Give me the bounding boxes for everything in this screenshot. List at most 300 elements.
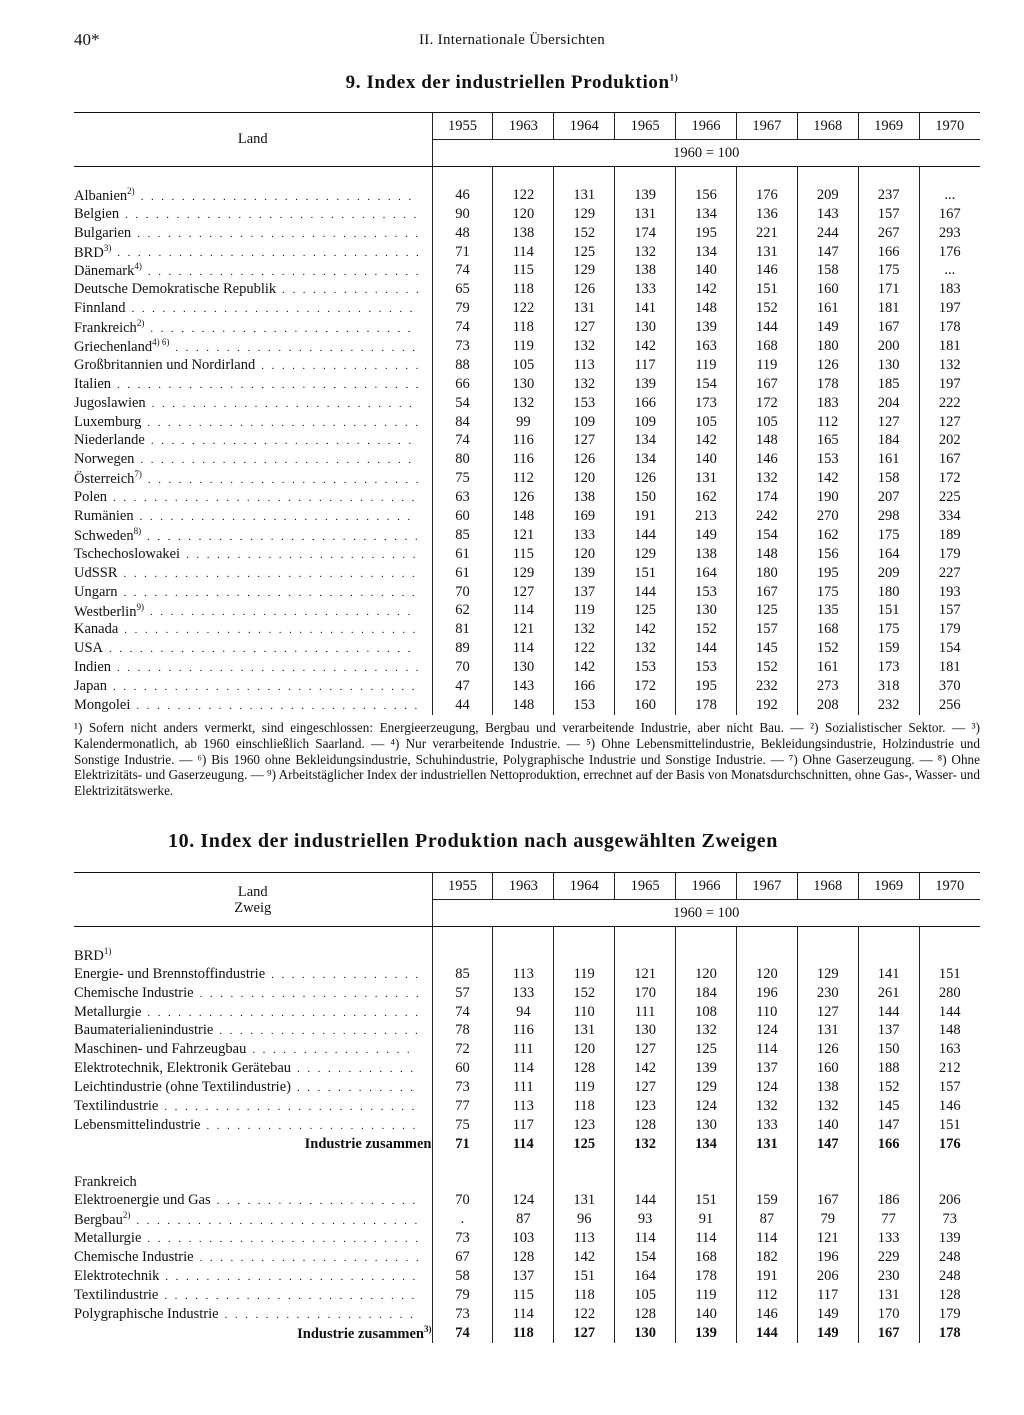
table10-land-header: Land <box>237 883 268 900</box>
leader-dots <box>206 1120 417 1132</box>
value-cell: 176 <box>938 243 961 260</box>
value-cell: 128 <box>615 1305 676 1324</box>
value-cell: 149 <box>797 1324 858 1343</box>
row-label <box>74 659 111 676</box>
value-cell: 153 <box>615 658 676 677</box>
value-cell: 133 <box>615 280 676 299</box>
value-cell: 138 <box>797 1078 858 1097</box>
value-cell: 222 <box>938 394 961 411</box>
value-cell: 167 <box>797 1191 858 1210</box>
row-label <box>74 1174 137 1191</box>
value-cell: 81 <box>432 620 493 639</box>
value-cell: 158 <box>797 261 858 280</box>
value-cell: 143 <box>493 677 554 696</box>
value-cell: 130 <box>493 375 554 394</box>
total-label-cell <box>74 1135 432 1154</box>
value-cell: 117 <box>797 1286 858 1305</box>
row-label-text: Albanien <box>74 187 128 204</box>
table-row <box>74 450 980 469</box>
value-cell: 196 <box>736 984 797 1003</box>
value-cell: 164 <box>676 564 737 583</box>
table-row <box>74 601 980 620</box>
value-cell: 144 <box>615 583 676 602</box>
value-cell: 127 <box>554 318 615 337</box>
value-cell: 109 <box>615 413 676 432</box>
value-cell: 118 <box>554 1097 615 1116</box>
table10-land-zweig-header <box>74 873 432 927</box>
row-label <box>74 414 141 431</box>
row-label-text: Metallurgie <box>74 1230 142 1247</box>
row-label-text: Leichtindustrie (ohne Textilindustrie) <box>74 1079 291 1096</box>
value-cell: 132 <box>554 620 615 639</box>
value-cell: 122 <box>554 1305 615 1324</box>
value-cell: 134 <box>615 431 676 450</box>
value-cell: 183 <box>797 394 858 413</box>
value-cell: 163 <box>676 337 737 356</box>
row-label-text: Belgien <box>74 205 120 222</box>
row-label <box>74 621 118 638</box>
value-cell: 151 <box>938 1116 961 1133</box>
value-cell: 159 <box>858 639 919 658</box>
value-cell: 133 <box>554 526 615 545</box>
value-cell: 90 <box>432 205 493 224</box>
value-cell: 132 <box>554 337 615 356</box>
table-row <box>74 1191 980 1210</box>
leader-dots <box>282 284 417 296</box>
value-cell: 142 <box>797 469 858 488</box>
value-cell: 151 <box>858 601 919 620</box>
value-cell: 127 <box>554 431 615 450</box>
row-label-text: Finnland <box>74 300 126 317</box>
row-label-text: Frankreich <box>74 1173 137 1190</box>
row-label-text: Japan <box>74 677 108 694</box>
table-row <box>74 620 980 639</box>
value-cell: 166 <box>615 394 676 413</box>
value-cell: 94 <box>493 1003 554 1022</box>
value-cell: 126 <box>797 1040 858 1059</box>
row-label <box>74 602 144 621</box>
row-label <box>74 1098 158 1115</box>
value-cell: 118 <box>493 280 554 299</box>
value-cell: 148 <box>938 1022 961 1039</box>
value-cell: 67 <box>432 1248 493 1267</box>
value-cell: 129 <box>554 205 615 224</box>
value-cell: 127 <box>493 583 554 602</box>
row-label-cell <box>74 186 432 205</box>
leader-dots <box>113 492 417 504</box>
value-cell: 204 <box>858 394 919 413</box>
value-cell: 175 <box>858 620 919 639</box>
value-cell: 131 <box>554 1021 615 1040</box>
value-cell: 166 <box>858 1135 919 1154</box>
value-cell: 207 <box>858 488 919 507</box>
row-label-cell <box>74 469 432 488</box>
value-cell: 146 <box>736 450 797 469</box>
value-cell: 175 <box>858 526 919 545</box>
table-row <box>74 1097 980 1116</box>
value-cell: 77 <box>858 1210 919 1229</box>
value-cell: 132 <box>736 469 797 488</box>
value-cell: 111 <box>493 1078 554 1097</box>
value-cell: 126 <box>554 280 615 299</box>
row-label <box>74 318 144 337</box>
value-cell: 127 <box>938 413 961 430</box>
value-cell: 183 <box>938 281 961 298</box>
table-row <box>74 1078 980 1097</box>
table-row <box>74 1210 980 1229</box>
value-cell: 232 <box>736 677 797 696</box>
value-cell: 116 <box>493 431 554 450</box>
value-cell: 152 <box>736 299 797 318</box>
row-label-footnote: 3) <box>103 242 112 253</box>
value-cell: 144 <box>736 318 797 337</box>
table-row <box>74 1040 980 1059</box>
row-label-text: Metallurgie <box>74 1003 142 1020</box>
leader-dots <box>147 1233 417 1245</box>
value-cell: 154 <box>736 526 797 545</box>
value-cell: 114 <box>493 243 554 262</box>
value-cell: 114 <box>615 1229 676 1248</box>
row-label-text: Bergbau <box>74 1212 123 1229</box>
leader-dots <box>140 511 418 523</box>
table-row <box>74 1003 980 1022</box>
table10-year-header-row <box>74 873 980 900</box>
row-label-text: Chemische Industrie <box>74 984 194 1001</box>
value-cell: 105 <box>736 413 797 432</box>
table-row <box>74 261 980 280</box>
leader-dots <box>186 549 417 561</box>
value-cell: 132 <box>797 1097 858 1116</box>
row-label-cell <box>74 488 432 507</box>
value-cell: 184 <box>676 984 737 1003</box>
row-label-cell <box>74 356 432 375</box>
row-label-cell <box>74 243 432 262</box>
leader-dots <box>148 266 418 278</box>
row-label-footnote: 8) <box>133 525 142 536</box>
row-label <box>74 300 126 317</box>
row-label <box>74 1268 159 1285</box>
row-label-cell <box>74 1210 432 1229</box>
value-cell: 74 <box>432 431 493 450</box>
row-label <box>74 281 276 298</box>
table-row <box>74 394 980 413</box>
value-cell: 157 <box>736 620 797 639</box>
value-cell: 131 <box>554 186 615 205</box>
table-row <box>74 658 980 677</box>
value-cell: 164 <box>858 545 919 564</box>
value-cell: 178 <box>676 696 737 715</box>
value-cell: 156 <box>676 186 737 205</box>
value-cell: 138 <box>554 488 615 507</box>
value-cell: 142 <box>676 431 737 450</box>
value-cell: 125 <box>554 243 615 262</box>
value-cell: 127 <box>797 1003 858 1022</box>
value-cell: 195 <box>676 224 737 243</box>
value-cell: 132 <box>938 356 961 373</box>
row-label-cell <box>74 1059 432 1078</box>
table-row <box>74 639 980 658</box>
table-row <box>74 243 980 262</box>
value-cell: 129 <box>676 1078 737 1097</box>
value-cell: 221 <box>736 224 797 243</box>
row-label <box>74 526 141 545</box>
value-cell: . <box>432 1210 493 1229</box>
row-label-cell <box>74 601 432 620</box>
value-cell: 242 <box>736 507 797 526</box>
value-cell: 139 <box>615 186 676 205</box>
value-cell: 117 <box>615 356 676 375</box>
value-cell: 176 <box>938 1135 961 1152</box>
value-cell: 124 <box>736 1078 797 1097</box>
row-label-text: BRD <box>74 947 104 964</box>
value-cell: 273 <box>797 677 858 696</box>
leader-dots <box>150 323 417 335</box>
value-cell: 157 <box>938 602 961 619</box>
value-cell: 131 <box>676 469 737 488</box>
row-label-cell <box>74 984 432 1003</box>
row-label <box>74 946 111 965</box>
value-cell: 138 <box>493 224 554 243</box>
leader-dots <box>136 1215 417 1227</box>
value-cell: 91 <box>676 1210 737 1229</box>
row-label-cell <box>74 583 432 602</box>
value-cell: 103 <box>493 1229 554 1248</box>
row-label-text: Jugoslawien <box>74 394 146 411</box>
value-cell: 167 <box>736 583 797 602</box>
value-cell: 139 <box>676 318 737 337</box>
value-cell: 114 <box>493 1135 554 1154</box>
row-label-cell <box>74 224 432 243</box>
value-cell: 119 <box>554 1078 615 1097</box>
table-row <box>74 469 980 488</box>
row-label-text: Maschinen- und Fahrzeugbau <box>74 1041 247 1058</box>
value-cell: 113 <box>554 356 615 375</box>
value-cell: 318 <box>858 677 919 696</box>
row-label-text: Niederlande <box>74 432 145 449</box>
value-cell: 120 <box>554 545 615 564</box>
row-label-text: Luxemburg <box>74 413 142 430</box>
row-label <box>74 966 265 983</box>
page-number: 40* <box>74 30 100 49</box>
value-cell: 130 <box>615 318 676 337</box>
value-cell: 114 <box>493 601 554 620</box>
value-cell: 113 <box>554 1229 615 1248</box>
total-label-cell <box>74 1324 432 1343</box>
row-label <box>74 546 180 563</box>
value-cell: 142 <box>676 280 737 299</box>
value-cell: 120 <box>554 1040 615 1059</box>
row-label-text: Elektrotechnik, Elektronik Gerätebau <box>74 1060 292 1077</box>
value-cell: 172 <box>938 470 961 487</box>
table-row <box>74 224 980 243</box>
row-label-cell <box>74 620 432 639</box>
value-cell: 130 <box>676 601 737 620</box>
leader-dots <box>117 379 417 391</box>
table-row <box>74 413 980 432</box>
value-cell: 151 <box>938 965 961 982</box>
value-cell: 88 <box>432 356 493 375</box>
row-label <box>74 1192 211 1209</box>
value-cell: 152 <box>554 984 615 1003</box>
value-cell: 122 <box>493 186 554 205</box>
value-cell: 144 <box>676 639 737 658</box>
table9-footnotes: ¹) Sofern nicht anders vermerkt, sind eingeschlossen: Energieerzeugung, Bergbau und verarbeitende Industrie, aber nicht Bau. — ²) Sozialistischer Sektor. — ³) Kalendermonatlich, ab 1960 einschließlich Saarland. — ⁴) Nur verarbeitende Industrie. — ⁵) Ohne Lebensmittelindustrie, Bekleidungsindustrie, Holzindustrie und Sonstige Industrie. — ⁶) Bis 1960 ohne Bekleidungsindustrie, Schuhindustrie, Polygraphische Industrie und Sonstige Industrie. — ⁷) Ohne Gaserzeugung. — ⁸) Ohne Elektrizitäts- und Gaserzeugung. — ⁹) Arbeitstäglicher Index der industriellen Nettoproduktion, errechnet auf der Basis von Monatsdurchschnitten, ohne Gas-, Wasser- und Elektrizitätswerke. <box>74 720 980 799</box>
row-label <box>74 697 130 714</box>
leader-dots <box>148 474 418 486</box>
value-cell: 73 <box>432 1078 493 1097</box>
table-row <box>74 545 980 564</box>
row-label <box>74 1004 141 1021</box>
value-cell: 248 <box>938 1249 961 1266</box>
row-label-text: Dänemark <box>74 263 135 280</box>
table-row <box>74 299 980 318</box>
value-cell: 128 <box>615 1116 676 1135</box>
value-cell: 111 <box>493 1040 554 1059</box>
value-cell: 178 <box>797 375 858 394</box>
table-row <box>74 488 980 507</box>
table10-body <box>74 927 980 1343</box>
row-label-footnote: 9) <box>136 601 144 612</box>
table-row <box>74 1286 980 1305</box>
value-cell: 121 <box>615 965 676 984</box>
value-cell: 152 <box>736 658 797 677</box>
value-cell: 298 <box>858 507 919 526</box>
value-cell: 116 <box>493 450 554 469</box>
row-label-text: Mongolei <box>74 696 131 713</box>
value-cell: 120 <box>736 965 797 984</box>
row-label <box>74 985 194 1002</box>
year-header: 1967 <box>736 873 797 900</box>
value-cell: 132 <box>736 1097 797 1116</box>
table10-base-label: 1960 = 100 <box>432 900 980 927</box>
value-cell: 131 <box>797 1021 858 1040</box>
value-cell: 85 <box>432 526 493 545</box>
value-cell: 176 <box>736 186 797 205</box>
value-cell: 191 <box>736 1267 797 1286</box>
value-cell: 179 <box>938 545 961 562</box>
value-cell: 129 <box>493 564 554 583</box>
value-cell: 71 <box>432 1135 493 1154</box>
value-cell: 130 <box>615 1021 676 1040</box>
value-cell: 167 <box>858 1324 919 1343</box>
value-cell: 124 <box>493 1191 554 1210</box>
value-cell: 125 <box>554 1135 615 1154</box>
value-cell: 179 <box>938 621 961 638</box>
leader-dots <box>124 568 418 580</box>
value-cell: 122 <box>493 299 554 318</box>
total-row <box>74 1135 980 1154</box>
year-header: 1955 <box>432 873 493 900</box>
year-header: 1955 <box>432 113 493 140</box>
value-cell: 77 <box>432 1097 493 1116</box>
value-cell: 154 <box>676 375 737 394</box>
value-cell: 209 <box>858 564 919 583</box>
value-cell: 237 <box>858 186 919 205</box>
row-label-cell <box>74 261 432 280</box>
leader-dots <box>165 1271 417 1283</box>
value-cell: 117 <box>493 1116 554 1135</box>
year-header: 1968 <box>797 113 858 140</box>
value-cell: 70 <box>432 583 493 602</box>
table9-body <box>74 167 980 715</box>
value-cell: 113 <box>493 965 554 984</box>
value-cell: 168 <box>797 620 858 639</box>
value-cell: 168 <box>736 337 797 356</box>
value-cell: 267 <box>858 224 919 243</box>
leader-dots <box>136 700 417 712</box>
value-cell: 148 <box>736 431 797 450</box>
value-cell: 109 <box>554 413 615 432</box>
value-cell: 126 <box>615 469 676 488</box>
leader-dots <box>175 342 417 354</box>
row-label <box>74 640 103 657</box>
value-cell: 128 <box>938 1286 961 1303</box>
value-cell: 57 <box>432 984 493 1003</box>
value-cell: 74 <box>432 261 493 280</box>
value-cell: 256 <box>938 696 961 713</box>
row-label <box>74 357 255 374</box>
table-row <box>74 507 980 526</box>
row-label-text: BRD <box>74 244 104 261</box>
row-label-cell <box>74 658 432 677</box>
leader-dots <box>113 681 417 693</box>
value-cell: 153 <box>676 583 737 602</box>
value-cell: 70 <box>432 658 493 677</box>
value-cell: 119 <box>676 1286 737 1305</box>
row-label-text: Deutsche Demokratische Republik <box>74 281 277 298</box>
total-label: Industrie zusammen <box>297 1325 424 1342</box>
value-cell: 134 <box>615 450 676 469</box>
value-cell: 137 <box>736 1059 797 1078</box>
row-label-text: Polen <box>74 489 108 506</box>
value-cell: 137 <box>554 583 615 602</box>
value-cell: 213 <box>676 507 737 526</box>
row-label-cell <box>74 965 432 984</box>
value-cell: 175 <box>858 261 919 280</box>
value-cell: 159 <box>736 1191 797 1210</box>
leader-dots <box>150 606 418 618</box>
value-cell: 170 <box>858 1305 919 1324</box>
value-cell: 142 <box>615 337 676 356</box>
value-cell: 150 <box>858 1040 919 1059</box>
value-cell: 175 <box>797 583 858 602</box>
value-cell: 145 <box>858 1097 919 1116</box>
year-header: 1969 <box>858 873 919 900</box>
value-cell: 148 <box>493 696 554 715</box>
value-cell: 130 <box>615 1324 676 1343</box>
row-label-text: Textilindustrie <box>74 1097 159 1114</box>
table-row <box>74 984 980 1003</box>
value-cell: 79 <box>432 1286 493 1305</box>
value-cell: 209 <box>797 186 858 205</box>
value-cell: 156 <box>797 545 858 564</box>
value-cell: 147 <box>797 1135 858 1154</box>
year-header: 1963 <box>493 113 554 140</box>
leader-dots <box>219 1025 417 1037</box>
table-row <box>74 583 980 602</box>
row-label-footnote: 4) <box>134 261 142 272</box>
row-label-text: Schweden <box>74 527 134 544</box>
table-row <box>74 1021 980 1040</box>
row-label-text: Tschechoslowakei <box>74 545 181 562</box>
value-cell: 162 <box>676 488 737 507</box>
row-label-footnote: 4) 6) <box>152 337 170 348</box>
leader-dots <box>225 1309 418 1321</box>
value-cell: 47 <box>432 677 493 696</box>
table9 <box>74 112 980 715</box>
value-cell: 148 <box>736 545 797 564</box>
value-cell: 173 <box>858 658 919 677</box>
